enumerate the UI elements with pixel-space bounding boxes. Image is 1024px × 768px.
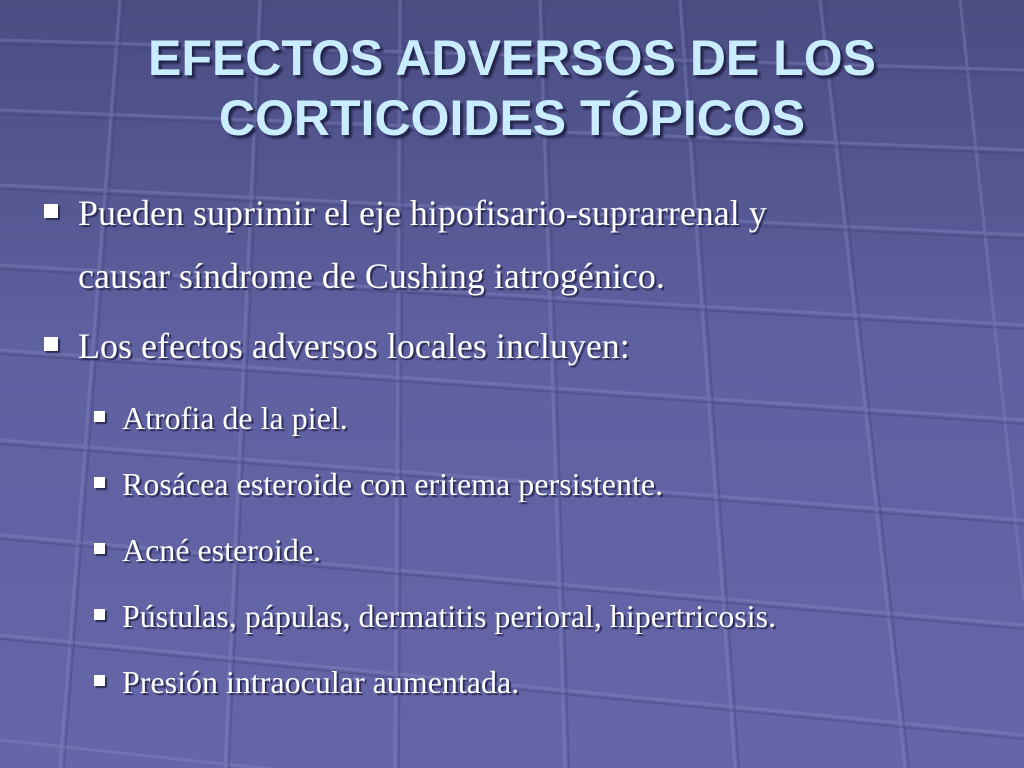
square-bullet-icon <box>94 609 105 620</box>
square-bullet-icon <box>94 477 105 488</box>
slide-title-line-1: EFECTOS ADVERSOS DE LOS <box>148 30 876 86</box>
bullet-text: Los efectos adversos locales incluyen: <box>78 326 630 366</box>
sub-bullet-item <box>40 649 990 715</box>
slide-title <box>40 28 984 148</box>
sub-bullet-text: Presión intraocular aumentada. <box>122 664 520 700</box>
sub-bullet-text: Rosácea esteroide con eritema persistente. <box>122 466 664 502</box>
slide-title-line-2: CORTICOIDES TÓPICOS <box>218 90 806 146</box>
sub-bullet-text: Acné esteroide. <box>122 532 322 568</box>
square-bullet-icon <box>94 675 105 686</box>
bullet-text-line-1: Pueden suprimir el eje hipofisario-suprarrenal y <box>78 193 767 233</box>
bullet-text-line-2: causar síndrome de Cushing iatrogénico. <box>78 256 665 296</box>
square-bullet-icon <box>94 543 105 554</box>
square-bullet-icon <box>44 337 58 351</box>
square-bullet-icon <box>44 204 58 218</box>
sub-bullet-text: Pústulas, pápulas, dermatitis perioral, hipertricosis. <box>122 598 777 634</box>
sub-bullet-item <box>40 451 990 517</box>
sub-bullet-item <box>40 385 990 451</box>
sub-bullet-item <box>40 583 990 649</box>
square-bullet-icon <box>94 411 105 422</box>
sub-bullet-item <box>40 517 990 583</box>
sub-bullet-text: Atrofia de la piel. <box>122 400 348 436</box>
bullet-item <box>40 315 990 378</box>
slide-body <box>40 182 990 715</box>
bullet-item <box>40 182 990 308</box>
